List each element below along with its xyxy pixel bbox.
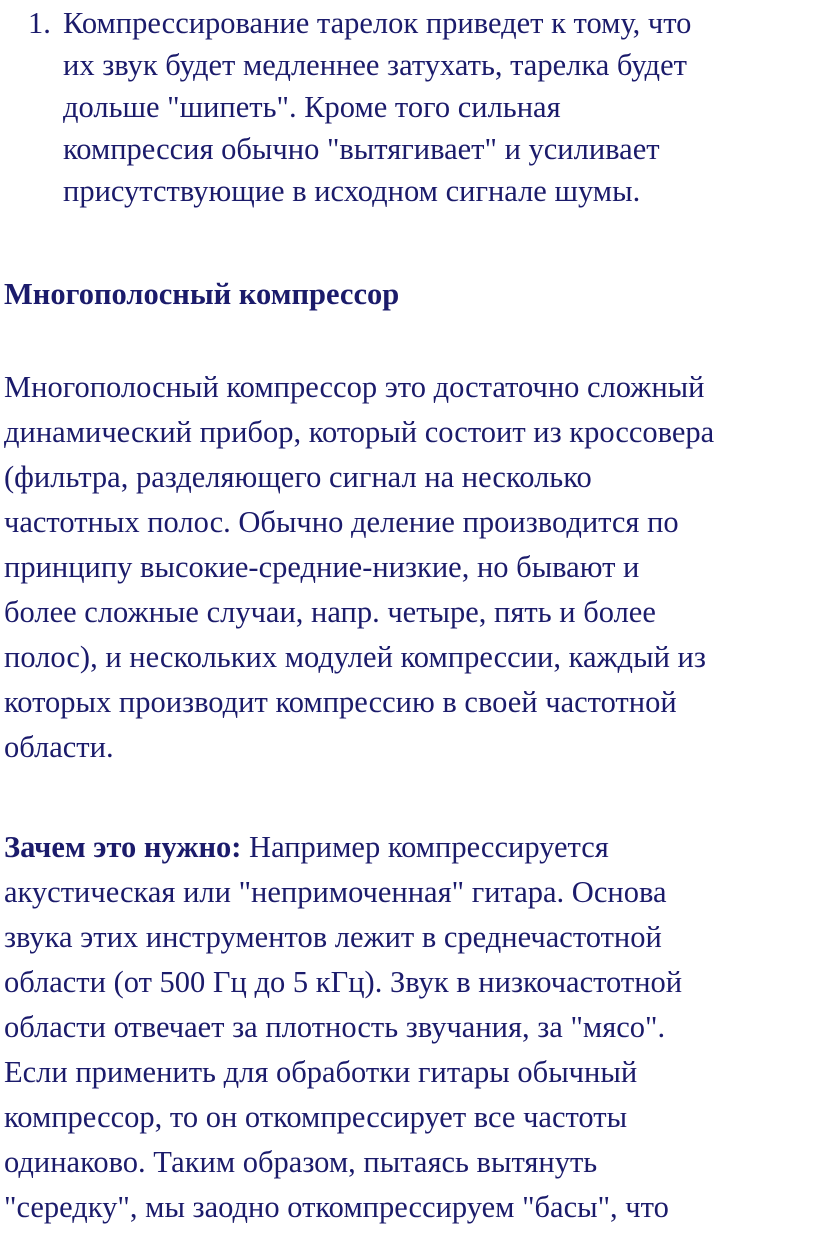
paragraph-description: Многополосный компрессор это достаточно сложный динамический прибор, который состоит из кроссовера (фильтра, разделяющего сигнал на несколько частотных полос. Обычно деление производится по принципу высокие-средние-низкие, но бывают и более сложные случаи, напр. четыре, пять и более полос), и нескольких модулей компрессии, каждый из которых производит компрессию в своей частотной области. [4,370,715,764]
list-number: 1. [28,6,51,40]
list-item-text: Компрессирование тарелок приведет к тому, что их звук будет медленнее затухать, тарелка будет дольше "шипеть". Кроме того сильная компрессия обычно "вытягивает" и усиливает присутствующие в исходном сигнале шумы. [63,6,692,208]
paragraph-purpose-text: Например компрессируется акустическая или "непримоченная" гитара. Основа звука этих инструментов лежит в среднечастотной области (от 500 Гц до 5 кГц). Звук в низкочастотной области отвечает за плотность звучания, за "мясо". Если применить для обработки гитары обычный компрессор, то он откомпрессирует все частоты одинаково. Таким образом, пытаясь вытянуть "середку", мы заодно откомпрессируем "басы", что [4,830,683,1224]
paragraph-purpose [4,825,816,1230]
section-heading: Многополосный компрессор [4,277,400,311]
paragraph-lead: Зачем это нужно: [4,830,242,864]
list-item [0,2,816,212]
